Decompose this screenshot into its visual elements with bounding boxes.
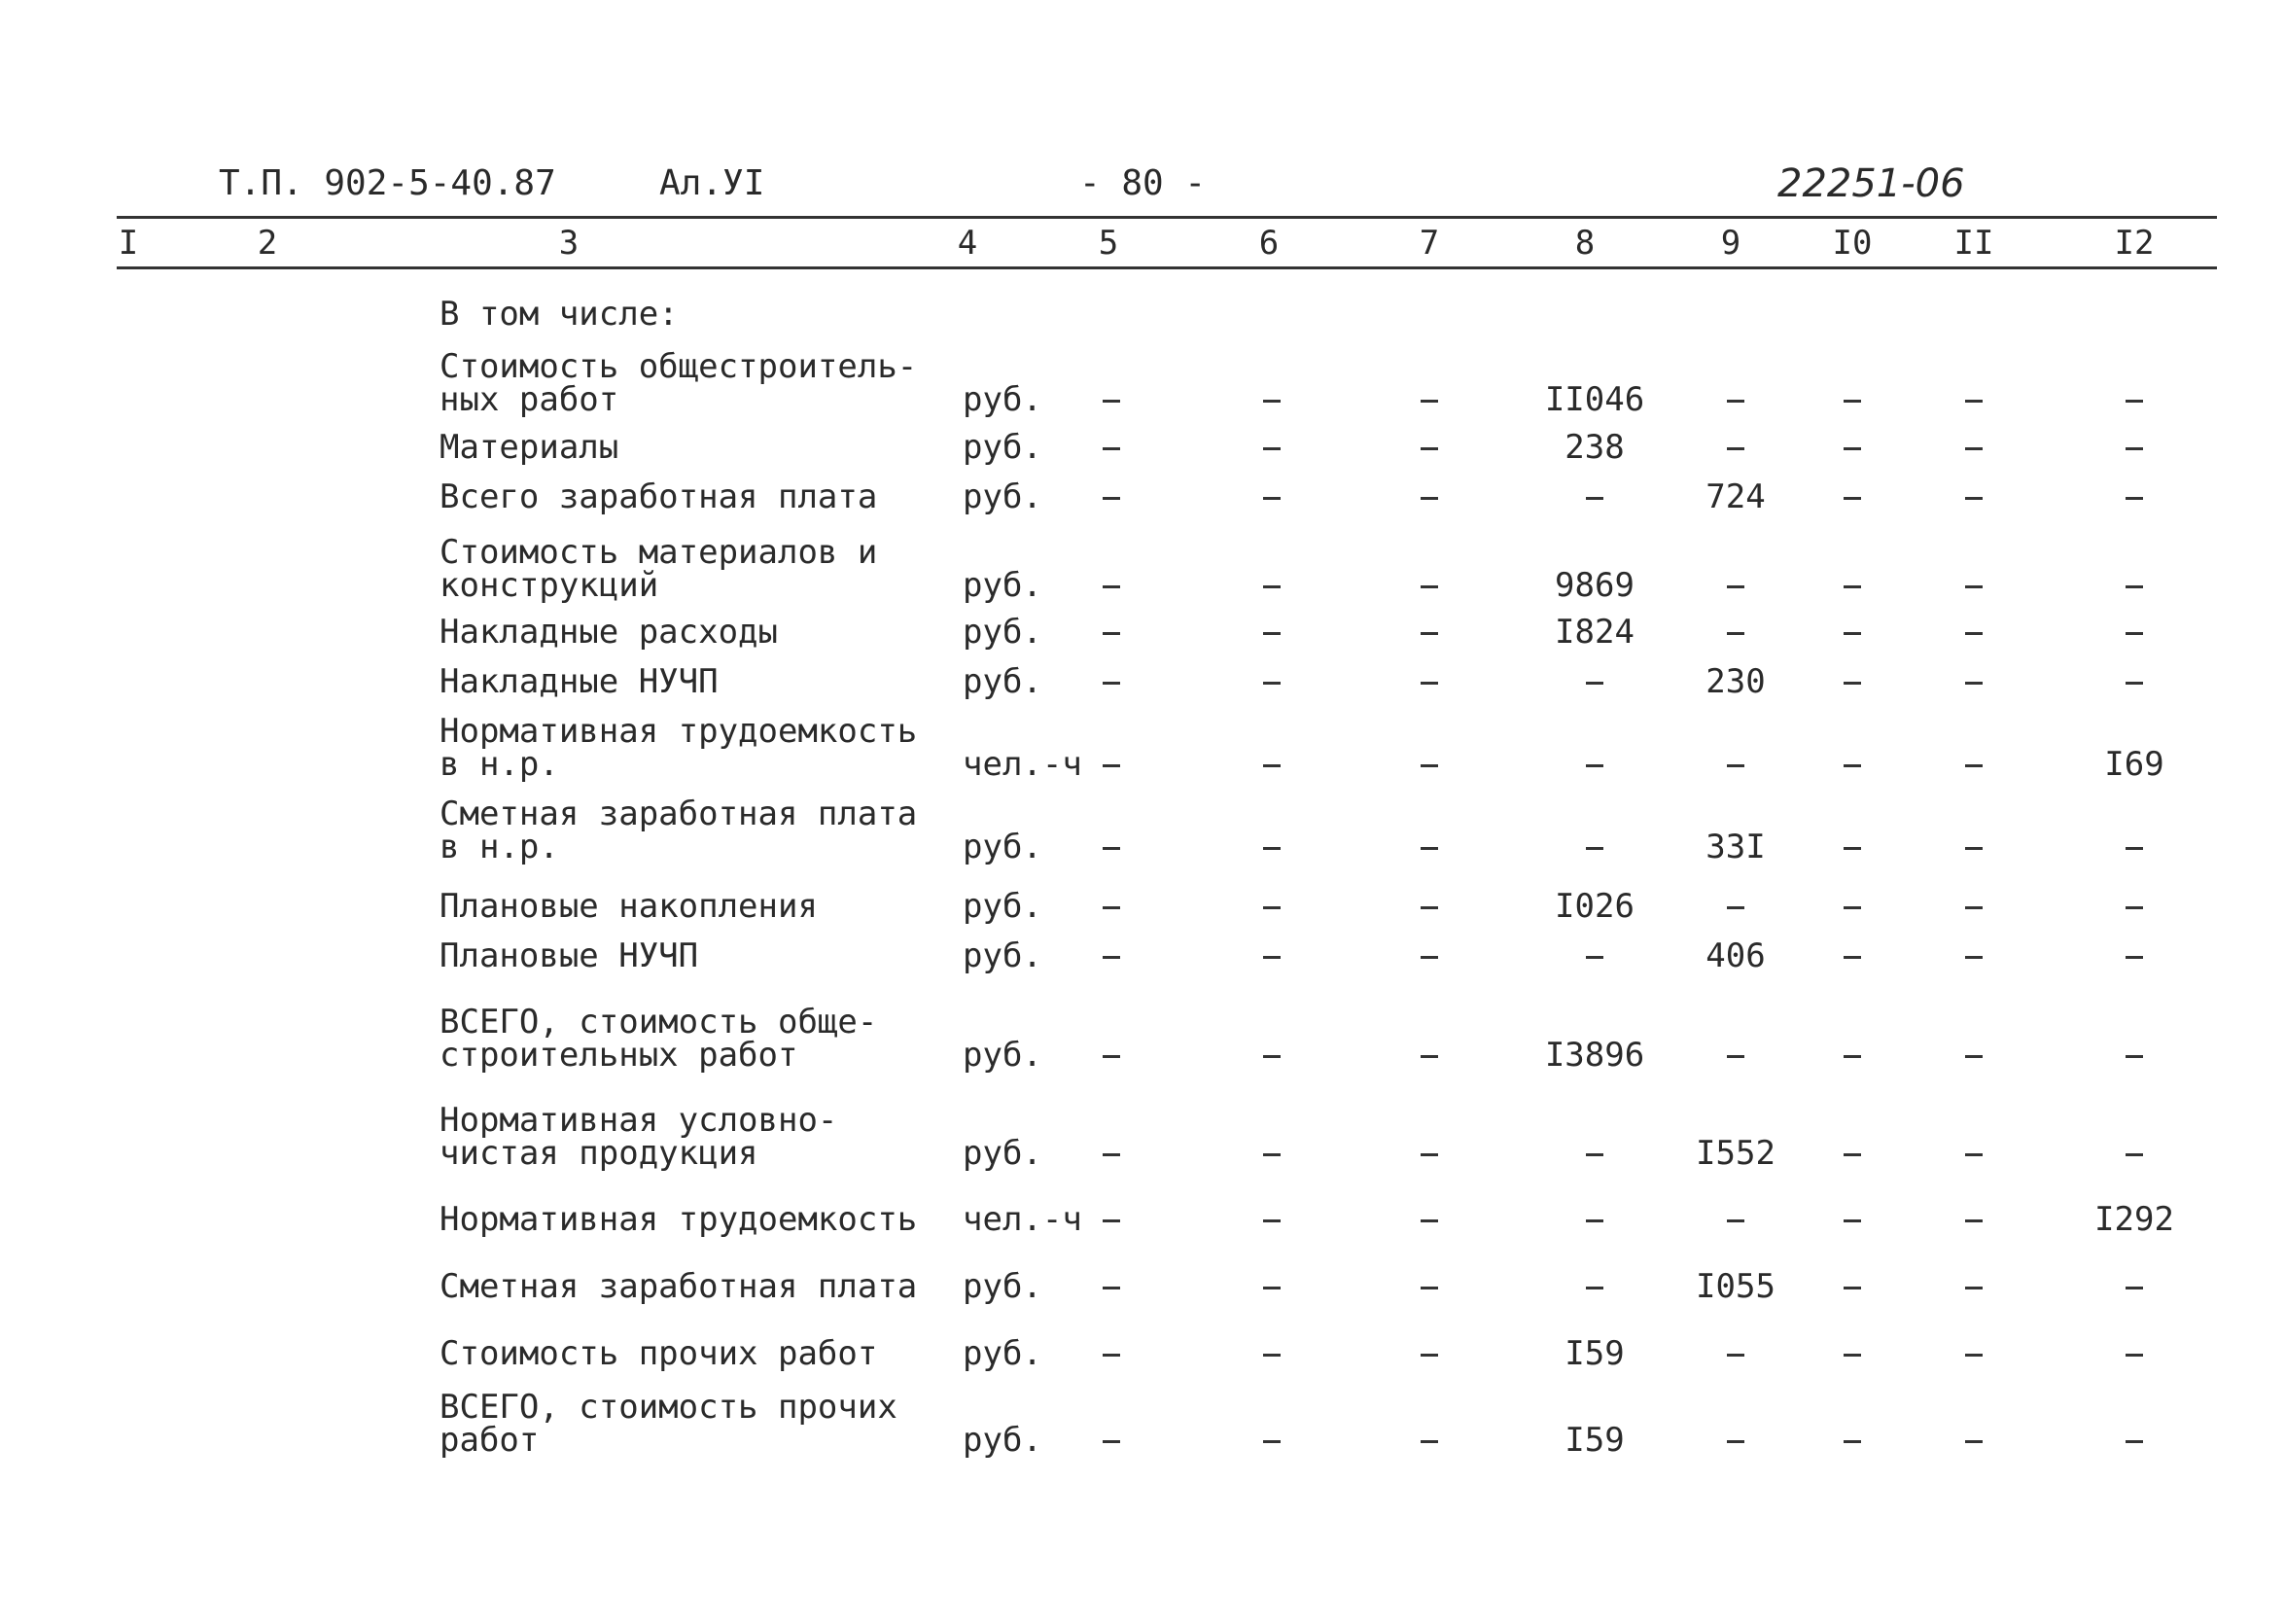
dash-cell <box>1263 1055 1281 1058</box>
dash-cell <box>1586 1219 1603 1222</box>
dash-cell <box>2126 847 2143 850</box>
dash-cell <box>1844 1440 1861 1443</box>
dash-cell <box>1965 1287 1983 1289</box>
column-number: I <box>118 224 139 263</box>
row-label <box>439 887 818 926</box>
row-label <box>439 347 918 419</box>
dash-cell <box>1844 956 1861 959</box>
column-number: 5 <box>1098 224 1119 263</box>
row-label <box>439 533 878 605</box>
value-cell: 33I <box>1705 828 1766 866</box>
dash-cell <box>1263 1440 1281 1443</box>
dash-cell <box>1727 632 1744 635</box>
dash-cell <box>2126 1287 2143 1289</box>
dash-cell <box>1844 764 1861 767</box>
row-label-line: Плановые НУЧП <box>439 936 699 975</box>
row-label <box>439 613 778 652</box>
value-cell: I292 <box>2094 1200 2174 1239</box>
dash-cell <box>1586 682 1603 685</box>
value-cell: I026 <box>1555 887 1635 926</box>
dash-cell <box>1103 632 1120 635</box>
row-label <box>439 1003 878 1075</box>
inventory-number: 22251-06 <box>1777 161 1965 206</box>
page-number: - 80 - <box>1079 163 1207 203</box>
dash-cell <box>1965 1219 1983 1222</box>
dash-cell <box>1965 1055 1983 1058</box>
dash-cell <box>1103 956 1120 959</box>
column-number: 6 <box>1258 224 1280 263</box>
column-numbers <box>0 224 2285 263</box>
dash-cell <box>1844 1354 1861 1357</box>
column-number: 7 <box>1419 224 1440 263</box>
dash-cell <box>1844 1287 1861 1289</box>
dash-cell <box>2126 956 2143 959</box>
dash-cell <box>1586 764 1603 767</box>
row-label <box>439 295 679 334</box>
value-cell: I055 <box>1696 1267 1775 1306</box>
dash-cell <box>1844 906 1861 909</box>
column-number: 2 <box>257 224 278 263</box>
row-label-line: В том числе: <box>439 295 679 334</box>
row-unit: руб. <box>963 613 1042 652</box>
album-label: Ал.УI <box>659 163 765 203</box>
row-label-line: Нормативная трудоемкость <box>439 712 918 751</box>
dash-cell <box>1965 632 1983 635</box>
row-label <box>439 1334 878 1373</box>
dash-cell <box>1263 585 1281 588</box>
column-number: II <box>1953 224 1994 263</box>
dash-cell <box>1263 400 1281 403</box>
value-cell: I824 <box>1555 613 1635 652</box>
dash-cell <box>1263 847 1281 850</box>
column-number: I2 <box>2114 224 2155 263</box>
row-label <box>439 712 918 784</box>
row-label-line: Плановые накопления <box>439 887 818 926</box>
dash-cell <box>1103 1055 1120 1058</box>
value-cell: II046 <box>1544 380 1645 419</box>
row-label-line: в н.р. <box>439 745 559 784</box>
dash-cell <box>1965 847 1983 850</box>
dash-cell <box>1421 1153 1438 1156</box>
dash-cell <box>1421 585 1438 588</box>
dash-cell <box>1965 956 1983 959</box>
dash-cell <box>1263 632 1281 635</box>
dash-cell <box>1965 906 1983 909</box>
dash-cell <box>1844 447 1861 450</box>
row-label-line: чистая продукция <box>439 1134 758 1173</box>
dash-cell <box>1421 906 1438 909</box>
dash-cell <box>1263 1354 1281 1357</box>
dash-cell <box>1421 1354 1438 1357</box>
dash-cell <box>1727 585 1744 588</box>
value-cell: I552 <box>1696 1134 1775 1173</box>
dash-cell <box>1103 1287 1120 1289</box>
dash-cell <box>1263 956 1281 959</box>
dash-cell <box>1103 400 1120 403</box>
row-unit: руб. <box>963 1036 1042 1075</box>
dash-cell <box>1103 682 1120 685</box>
column-number: 4 <box>957 224 978 263</box>
dash-cell <box>1421 1055 1438 1058</box>
dash-cell <box>1844 1219 1861 1222</box>
dash-cell <box>2126 682 2143 685</box>
row-unit: руб. <box>963 1134 1042 1173</box>
dash-cell <box>1965 1354 1983 1357</box>
dash-cell <box>1263 497 1281 500</box>
dash-cell <box>1421 956 1438 959</box>
row-label-line: Нормативная трудоемкость <box>439 1200 918 1239</box>
row-label <box>439 477 878 516</box>
row-label-line: в н.р. <box>439 828 559 866</box>
dash-cell <box>1727 1354 1744 1357</box>
dash-cell <box>2126 632 2143 635</box>
dash-cell <box>1421 632 1438 635</box>
row-label-line: ВСЕГО, стоимость прочих <box>439 1388 897 1427</box>
dash-cell <box>1844 400 1861 403</box>
row-label <box>439 1388 897 1460</box>
column-number: I0 <box>1832 224 1873 263</box>
dash-cell <box>1103 1354 1120 1357</box>
dash-cell <box>1421 682 1438 685</box>
dash-cell <box>1263 906 1281 909</box>
doc-code: Т.П. 902-5-40.87 <box>219 163 556 203</box>
value-cell: 230 <box>1705 662 1766 701</box>
dash-cell <box>1727 400 1744 403</box>
header-rule-bottom <box>117 266 2217 269</box>
dash-cell <box>1421 447 1438 450</box>
row-unit: руб. <box>963 936 1042 975</box>
row-label-line: Нормативная условно- <box>439 1101 838 1140</box>
dash-cell <box>1103 1153 1120 1156</box>
row-label <box>439 1101 838 1173</box>
dash-cell <box>1727 1219 1744 1222</box>
row-unit: руб. <box>963 477 1042 516</box>
value-cell: I59 <box>1564 1334 1625 1373</box>
dash-cell <box>1103 1440 1120 1443</box>
dash-cell <box>1103 764 1120 767</box>
column-number: 3 <box>558 224 580 263</box>
dash-cell <box>1965 1440 1983 1443</box>
dash-cell <box>2126 447 2143 450</box>
row-label-line: строительных работ <box>439 1036 798 1075</box>
dash-cell <box>1103 447 1120 450</box>
dash-cell <box>1965 585 1983 588</box>
dash-cell <box>1421 847 1438 850</box>
dash-cell <box>1965 682 1983 685</box>
dash-cell <box>1421 497 1438 500</box>
row-label-line: Стоимость материалов и <box>439 533 878 572</box>
row-label <box>439 1200 918 1239</box>
dash-cell <box>1844 497 1861 500</box>
dash-cell <box>1263 1153 1281 1156</box>
row-label-line: работ <box>439 1421 540 1460</box>
row-unit: руб. <box>963 566 1042 605</box>
row-label-line: Стоимость общестроитель- <box>439 347 918 386</box>
dash-cell <box>1103 585 1120 588</box>
dash-cell <box>2126 1153 2143 1156</box>
value-cell: 724 <box>1705 477 1766 516</box>
row-unit: руб. <box>963 1334 1042 1373</box>
dash-cell <box>1421 764 1438 767</box>
dash-cell <box>1263 764 1281 767</box>
dash-cell <box>2126 400 2143 403</box>
row-unit: руб. <box>963 1267 1042 1306</box>
dash-cell <box>1103 847 1120 850</box>
dash-cell <box>1263 447 1281 450</box>
dash-cell <box>1844 585 1861 588</box>
dash-cell <box>1844 1153 1861 1156</box>
value-cell: 238 <box>1564 428 1625 467</box>
dash-cell <box>1965 764 1983 767</box>
row-label-line: Сметная заработная плата <box>439 1267 918 1306</box>
value-cell: I59 <box>1564 1421 1625 1460</box>
dash-cell <box>1844 632 1861 635</box>
dash-cell <box>1727 1440 1744 1443</box>
dash-cell <box>2126 906 2143 909</box>
dash-cell <box>1103 906 1120 909</box>
dash-cell <box>1421 1440 1438 1443</box>
value-cell: I69 <box>2104 745 2164 784</box>
dash-cell <box>1263 1287 1281 1289</box>
row-label-line: Стоимость прочих работ <box>439 1334 878 1373</box>
dash-cell <box>1965 447 1983 450</box>
dash-cell <box>2126 585 2143 588</box>
dash-cell <box>1586 1287 1603 1289</box>
column-number: 9 <box>1720 224 1741 263</box>
dash-cell <box>1263 682 1281 685</box>
row-unit: руб. <box>963 428 1042 467</box>
dash-cell <box>1727 1055 1744 1058</box>
row-label-line: Сметная заработная плата <box>439 794 918 833</box>
dash-cell <box>1263 1219 1281 1222</box>
column-number: 8 <box>1574 224 1596 263</box>
row-label-line: Всего заработная плата <box>439 477 878 516</box>
row-unit: руб. <box>963 662 1042 701</box>
dash-cell <box>1103 497 1120 500</box>
dash-cell <box>1844 1055 1861 1058</box>
dash-cell <box>1727 447 1744 450</box>
dash-cell <box>1586 1153 1603 1156</box>
dash-cell <box>1421 400 1438 403</box>
dash-cell <box>2126 1055 2143 1058</box>
dash-cell <box>1965 1153 1983 1156</box>
dash-cell <box>1421 1287 1438 1289</box>
row-label <box>439 936 699 975</box>
value-cell: 9869 <box>1555 566 1635 605</box>
dash-cell <box>1965 497 1983 500</box>
dash-cell <box>1421 1219 1438 1222</box>
dash-cell <box>1727 764 1744 767</box>
dash-cell <box>1844 847 1861 850</box>
row-unit: руб. <box>963 380 1042 419</box>
dash-cell <box>1586 497 1603 500</box>
dash-cell <box>1586 956 1603 959</box>
row-label-line: ных работ <box>439 380 619 419</box>
row-label <box>439 794 918 866</box>
row-unit: руб. <box>963 887 1042 926</box>
row-label-line: ВСЕГО, стоимость обще- <box>439 1003 878 1041</box>
dash-cell <box>1586 847 1603 850</box>
value-cell: 406 <box>1705 936 1766 975</box>
row-label <box>439 662 719 701</box>
dash-cell <box>1103 1219 1120 1222</box>
dash-cell <box>2126 1440 2143 1443</box>
dash-cell <box>2126 1354 2143 1357</box>
row-label <box>439 428 619 467</box>
row-unit: руб. <box>963 828 1042 866</box>
dash-cell <box>2126 497 2143 500</box>
header-rule-top <box>117 216 2217 219</box>
row-label-line: Накладные НУЧП <box>439 662 719 701</box>
dash-cell <box>1965 400 1983 403</box>
value-cell: I3896 <box>1544 1036 1645 1075</box>
row-label-line: Накладные расходы <box>439 613 778 652</box>
row-label-line: Материалы <box>439 428 619 467</box>
row-label <box>439 1267 918 1306</box>
dash-cell <box>1727 906 1744 909</box>
dash-cell <box>1844 682 1861 685</box>
row-unit: чел.-ч <box>963 1200 1082 1239</box>
row-unit: руб. <box>963 1421 1042 1460</box>
row-label-line: конструкций <box>439 566 659 605</box>
row-unit: чел.-ч <box>963 745 1082 784</box>
